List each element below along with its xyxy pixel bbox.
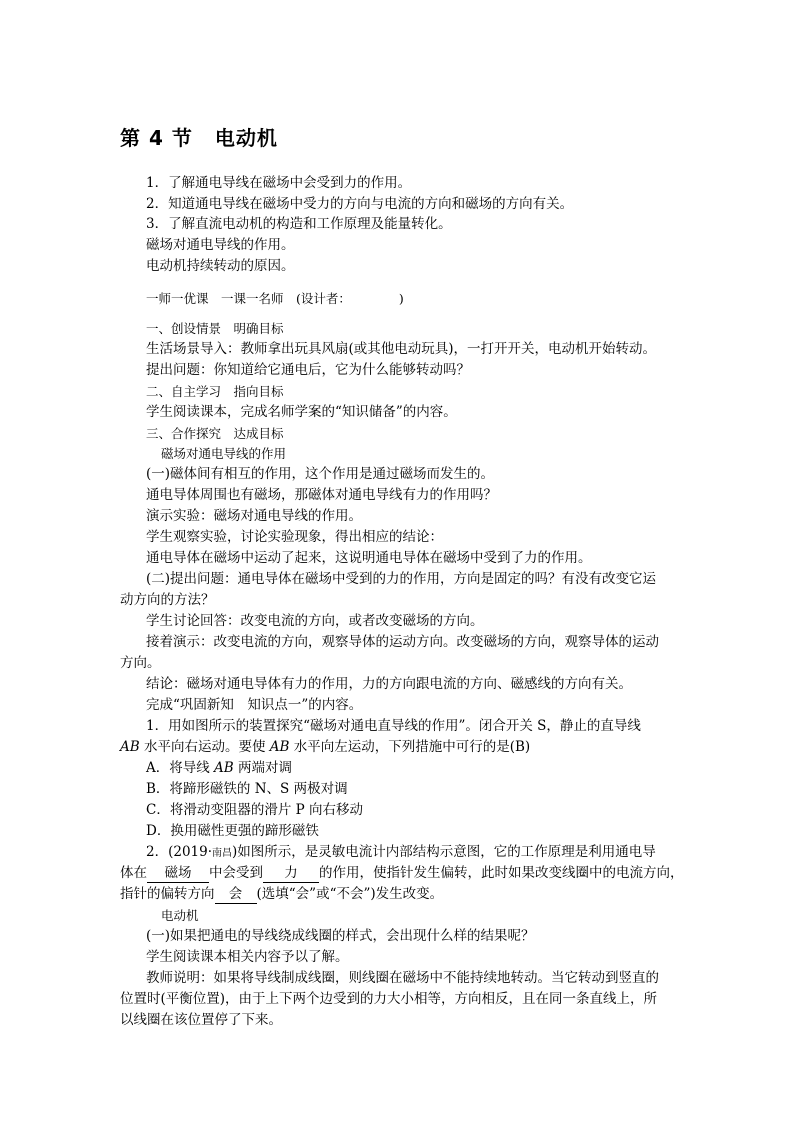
question-2-line-2: [120, 863, 684, 883]
objective-3: 3．了解直流电动机的构造和工作原理及能量转化。: [146, 216, 452, 232]
section-1-heading: 一、创设情景 明确目标: [146, 321, 284, 336]
objective-1: 1．了解通电导线在磁场中会受到力的作用。: [146, 175, 412, 191]
page-title: [120, 122, 278, 151]
q2-place: 南昌: [212, 848, 233, 859]
option-d: D．换用磁性更强的蹄形磁铁: [146, 823, 319, 839]
q2c-post: (选填“会”或“不会”)发生改变。: [256, 886, 444, 902]
answer-blank-3: 会: [215, 885, 257, 904]
section-name: 电动机: [214, 126, 278, 150]
section-number: 第 4 节: [120, 126, 193, 150]
question-1-line-1: 1．用如图所示的装置探究“磁场对通电直导线的作用”。闭合开关 S，静止的直导线: [146, 718, 641, 734]
answer-blank-2: 力: [263, 864, 319, 883]
sec3-p9: 结论：磁场对通电导体有力的作用，力的方向跟电流的方向、磁感线的方向有关。: [146, 676, 632, 692]
sec3-p8b: 方向。: [120, 655, 161, 671]
sec1-line-1: 生活场景导入：教师拿出玩具风扇(或其他电动玩具)，一打开开关，电动机开始转动。: [146, 341, 657, 357]
sec2-line-1: 学生阅读课本，完成名师学案的“知识储备”的内容。: [146, 404, 457, 420]
sec3-p7: 学生讨论回答：改变电流的方向，或者改变磁场的方向。: [146, 613, 484, 629]
q2-year: 2．(2019·: [146, 844, 213, 860]
motor-p3a: 教师说明：如果将导线制成线圈，则线圈在磁场中不能持续地转动。当它转动到竖直的: [146, 970, 659, 986]
key-point-1: 磁场对通电导线的作用。: [146, 237, 295, 253]
section-3-heading: 三、合作探究 达成目标: [146, 426, 284, 441]
designer-close: ): [398, 291, 404, 306]
question-1-line-2: [120, 737, 530, 757]
objective-2: 2．知道通电导线在磁场中受力的方向与电流的方向和磁场的方向有关。: [146, 196, 574, 212]
option-a: [146, 758, 292, 778]
answer-blank-1: 磁场: [147, 864, 209, 883]
option-a-post: 两端对调: [233, 760, 293, 776]
q1-text-end: 水平向左运动，下列措施中可行的是(: [289, 739, 515, 755]
designer-label: 一师一优课 一课一名师 (设计者：: [146, 291, 351, 306]
subheading-2: 电动机: [161, 908, 199, 923]
q1-close: ): [524, 739, 531, 755]
q2b-pre: 体在: [120, 865, 147, 881]
sec3-p6a: (二)提出问题：通电导体在磁场中受到的力的作用，方向是固定的吗？有没有改变它运: [146, 571, 657, 587]
q1-text: 水平向右运动。要使: [139, 739, 270, 755]
sec3-p8a: 接着演示：改变电流的方向，观察导体的运动方向。改变磁场的方向，观察导体的运动: [146, 634, 659, 650]
motor-p2: 学生阅读课本相关内容予以了解。: [146, 949, 349, 965]
motor-p3b: 位置时(平衡位置)，由于上下两个边受到的力大小相等，方向相反，且在同一条直线上，所: [120, 991, 658, 1007]
conductor-label: AB: [269, 739, 290, 755]
option-a-pre: A．将导线: [146, 760, 215, 776]
sec3-p3: 演示实验：磁场对通电导线的作用。: [146, 508, 362, 524]
q2-text: )如图所示，是灵敏电流计内部结构示意图，它的工作原理是利用通电导: [232, 844, 656, 860]
sec3-p4: 学生观察实验，讨论实验现象，得出相应的结论：: [146, 529, 443, 545]
sec1-line-2: 提出问题：你知道给它通电后，它为什么能够转动吗？: [146, 362, 470, 378]
sec3-p6b: 动方向的方法？: [120, 592, 215, 608]
sec3-p5: 通电导体在磁场中运动了起来，这说明通电导体在磁场中受到了力的作用。: [146, 550, 592, 566]
option-b: B．将蹄形磁铁的 N、S 两极对调: [146, 781, 348, 797]
answer-q1: B: [515, 739, 525, 755]
question-2-line-1: [146, 842, 656, 864]
option-c: C．将滑动变阻器的滑片 P 向右移动: [146, 802, 363, 818]
q2b-post: 的作用，使指针发生偏转，此时如果改变线圈中的电流方向，: [319, 865, 684, 881]
motor-p3c: 以线圈在该位置停了下来。: [120, 1012, 282, 1028]
conductor-label: AB: [120, 739, 140, 755]
question-2-line-3: [120, 884, 443, 904]
key-point-2: 电动机持续转动的原因。: [146, 258, 295, 274]
subheading-1: 磁场对通电导线的作用: [161, 446, 287, 461]
sec3-p1: (一)磁体间有相互的作用，这个作用是通过磁场而发生的。: [146, 466, 495, 482]
q2c-pre: 指针的偏转方向: [120, 886, 215, 902]
conductor-label: AB: [214, 760, 234, 776]
q2b-mid: 中会受到: [209, 865, 263, 881]
sec3-p10: 完成“巩固新知 知识点一”的内容。: [146, 697, 363, 713]
sec3-p2: 通电导体周围也有磁场，那磁体对通电导线有力的作用吗？: [146, 487, 497, 503]
motor-p1: (一)如果把通电的导线绕成线圈的样式，会出现什么样的结果呢？: [146, 928, 535, 944]
designer-line: [146, 289, 404, 309]
section-2-heading: 二、自主学习 指向目标: [146, 384, 284, 399]
